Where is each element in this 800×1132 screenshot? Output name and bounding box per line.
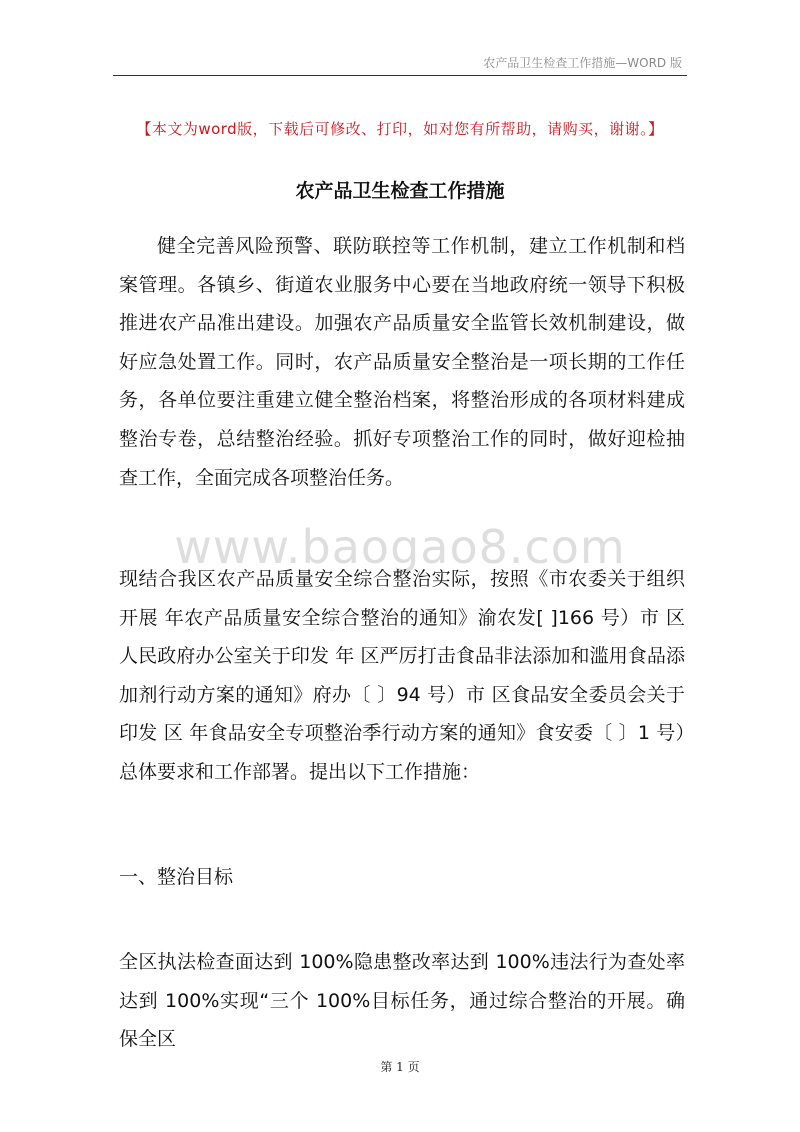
site-watermark: www.baogao8.com — [174, 520, 626, 574]
body-paragraph: 全区执法检查面达到 100%隐患整改率达到 100%违法行为查处率达到 100%实现“三个 100%目标任务，通过综合整治的开展。确保全区 — [119, 951, 685, 1051]
body-paragraph: 健全完善风险预警、联防联控等工作机制，建立工作机制和档案管理。各镇乡、街道农业服务中心要在当地政府统一领导下积极推进农产品准出建设。加强农产品质量安全监管长效机制建设，做好应急处置工作。同时，农产品质量安全整治是一项长期的工作任务，各单位要注重建立健全整治档案，将整治形成的各项材料建成整治专卷，总结整治经验。抓好专项整治工作的同时，做好迎检抽查工作，全面完成各项整治任务。 — [119, 235, 685, 489]
document-title: 农产品卫生检查工作措施 — [295, 180, 505, 202]
section-heading: 一、整治目标 — [119, 866, 234, 888]
header-divider — [113, 75, 687, 76]
body-paragraph: 现结合我区农产品质量安全综合整治实际，按照《市农委关于组织开展 年农产品质量安全综合整治的通知》渝农发[ ]166 号）市 区人民政府办公室关于印发 年 区严厉打击食品非法添加和滥用食品添加剂行动方案的通知》府办〔 〕94 号）市 区食品安全委员会关于印发 区 年食品安全专项整治季行动方案的通知》食安委〔 〕1 号）总体要求和工作部署。提出以下工作措施： — [119, 568, 685, 783]
running-header: 农产品卫生检查工作措施—WORD 版 — [483, 56, 682, 70]
page-number: 第 1 页 — [380, 1060, 420, 1074]
purchase-notice: 【本文为word版，下载后可修改、打印，如对您有所帮助，请购买，谢谢。】 — [136, 120, 664, 138]
